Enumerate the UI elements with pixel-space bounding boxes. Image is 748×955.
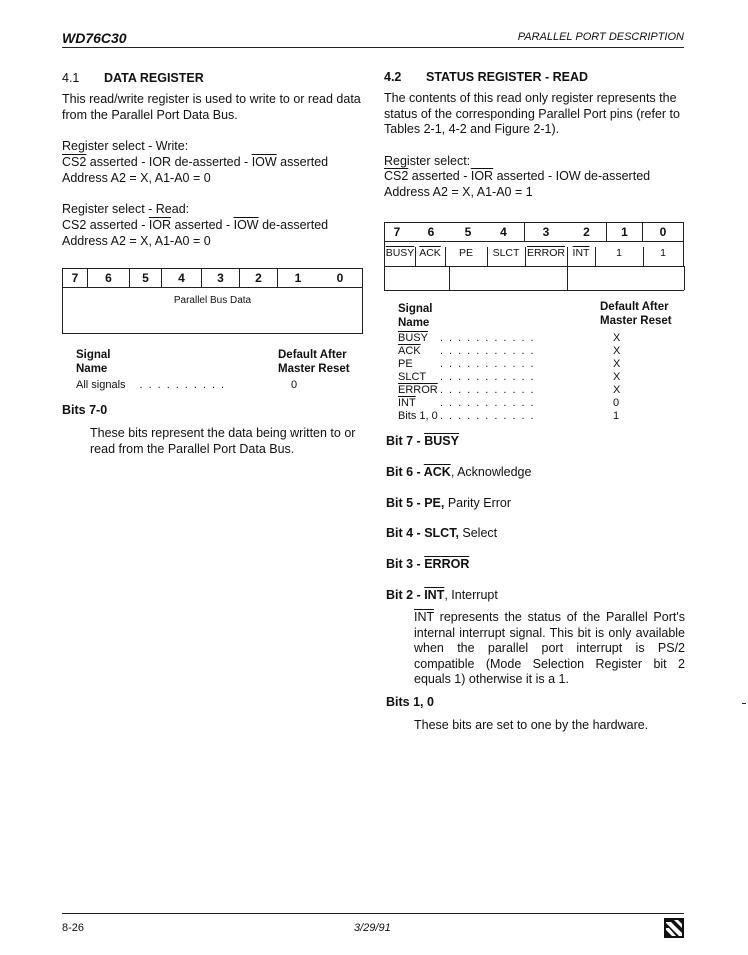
data-register-bit-row — [62, 268, 363, 288]
bit-name-0: 1 — [660, 247, 666, 259]
right-signal-head: Signal Name — [398, 303, 433, 329]
signal-value-ack: X — [613, 345, 621, 357]
section-4-1-title: DATA REGISTER — [104, 71, 204, 85]
bit-cell: 2 — [240, 269, 278, 287]
bits-1-0-text: These bits are set to one by the hardware. — [414, 718, 649, 732]
bit-cell: 6 — [88, 269, 130, 287]
bit-3-heading: Bit 3 - ERROR — [386, 557, 470, 571]
bit-2-heading: Bit $2 - \overline{INT}$, Interrupt — [386, 588, 498, 602]
bit-cell: 0 — [659, 225, 667, 239]
bits-7-0-title: Bits 7-0 — [62, 403, 108, 417]
bits-1-0-title: Bits 1, 0 — [386, 695, 434, 709]
signal-value-pe: X — [613, 358, 621, 370]
status-register-bit-row — [384, 222, 684, 242]
status-select-line: CS2 asserted - $\overline{IOR}$ asserted - IOW de-asserted — [384, 169, 651, 183]
signal-row-error: ERROR — [398, 384, 438, 396]
left-default-head: Default After Master Reset — [278, 349, 350, 375]
bit-name-1: 1 — [595, 247, 644, 267]
doc-part-number: WD76C30 — [62, 30, 127, 46]
signal-value-int: 0 — [613, 397, 620, 409]
bit-cell: 2 — [567, 223, 607, 241]
section-4-2-title: STATUS REGISTER - READ — [426, 70, 589, 84]
status-select-address: Address A2 = X, A1-A0 = 1 — [384, 185, 533, 199]
section-4-1-number: 4.1 — [62, 71, 80, 85]
bit-5-heading: Bit 5 - PE, Parity Error — [386, 496, 512, 510]
bit-cell: 3 — [542, 225, 550, 239]
bit-cell: 1 — [294, 271, 302, 285]
bit-name-error: ERROR — [525, 247, 568, 267]
signal-value-busy: X — [613, 332, 621, 344]
status-register-intro: The contents of this read only register represents the status of the corresponding Parallel Port pins (refer to Tables 2-1, 4-2 and Figure 2-1). — [384, 91, 680, 136]
bit-name-pe: PE — [445, 247, 488, 267]
read-select-heading: Register select - Read: — [62, 202, 190, 216]
bit-name-int: $\overline{INT}$ — [567, 247, 596, 267]
all-signals-value: 0 — [291, 379, 298, 391]
parallel-bus-data-box — [62, 287, 363, 334]
signal-row-busy: BUSY — [398, 332, 428, 344]
bit-cell: 0 — [336, 271, 344, 285]
right-default-head: Default After Master Reset — [600, 301, 672, 327]
status-table-tail — [384, 266, 684, 291]
signal-row-bits-1-0: Bits 1, 0 — [398, 410, 438, 422]
bit-4-heading: Bit 4 - SLCT, Select — [386, 526, 498, 540]
write-address: Address A2 = X, A1-A0 = 0 — [62, 171, 211, 185]
bits-7-0-text: These bits represent the data being written to or read from the Parallel Port Data Bus. — [90, 426, 356, 456]
signal-row-slct: SLCT — [398, 371, 427, 383]
signal-row-pe: PE — [398, 358, 413, 370]
bit-cell: 4 — [483, 223, 525, 241]
left-signal-head: Signal Name — [76, 349, 111, 375]
section-4-2-number: 4.2 — [384, 70, 402, 84]
footer-rule — [62, 913, 684, 914]
header-rule — [62, 47, 684, 48]
bit-cell: 4 — [162, 269, 202, 287]
bit-7-heading: Bit 7 - BUSY — [386, 434, 459, 448]
signal-row-int: $\overline{INT}$ — [398, 397, 416, 409]
read-address: Address A2 = X, A1-A0 = 0 — [62, 234, 211, 248]
bit-6-heading: Bit $6 - \overline{ACK}$, Acknowledge — [386, 465, 532, 479]
data-register-intro: This read/write register is used to write to or read data from the Parallel Port Data Bus. — [62, 92, 361, 122]
bit-cell: 3 — [202, 269, 240, 287]
status-select-heading: Register select: — [384, 154, 471, 168]
page-number: 8-26 — [62, 922, 85, 934]
write-select-line: CS2 asserted - IOR de-asserted - $\overline{IOW}$ asserted — [62, 155, 329, 169]
signal-value-error: X — [613, 384, 621, 396]
doc-section-title: PARALLEL PORT DESCRIPTION — [517, 31, 684, 43]
signal-value-slct: X — [613, 371, 621, 383]
margin-mark — [742, 703, 746, 704]
bit-name-slct: SLCT — [487, 247, 526, 267]
write-select-heading: Register select - Write: — [62, 139, 189, 153]
int-description: $\overline{INT}$ represents the status of the Parallel Port's internal interrupt signal. This bit is only available when the parallel port interrupt is PS/2 compatible (Mode Selection Register bit 2 equals 1) otherwise it is a 1. — [414, 610, 685, 686]
wd-logo-icon — [664, 918, 684, 938]
bit-name-ack: $\overline{ACK}$ — [415, 247, 446, 267]
status-register-name-row — [384, 241, 684, 267]
bit-cell: 6 — [427, 225, 435, 239]
signal-value-bits-1-0: 1 — [613, 410, 620, 422]
read-select-line: CS2 asserted - $\overline{IOR}$ asserted - $\overline{IOW}$ de-asserted — [62, 218, 329, 232]
footer-date: 3/29/91 — [354, 922, 391, 934]
all-signals-row: All signals .......... — [76, 379, 231, 391]
signal-row-ack: $\overline{ACK}$ — [398, 345, 421, 357]
bit-cell: 7 — [63, 269, 88, 287]
parallel-bus-data-label: Parallel Bus Data — [173, 295, 252, 306]
bit-cell: 5 — [130, 269, 162, 287]
bit-cell: 7 — [393, 225, 401, 239]
signal-leader-dots: ........... ........... ........... ........... ........... ........... ........... — [440, 332, 540, 422]
bit-cell: 5 — [464, 225, 472, 239]
bit-name-busy: BUSY — [385, 247, 416, 267]
bit-cell: 1 — [607, 223, 643, 241]
